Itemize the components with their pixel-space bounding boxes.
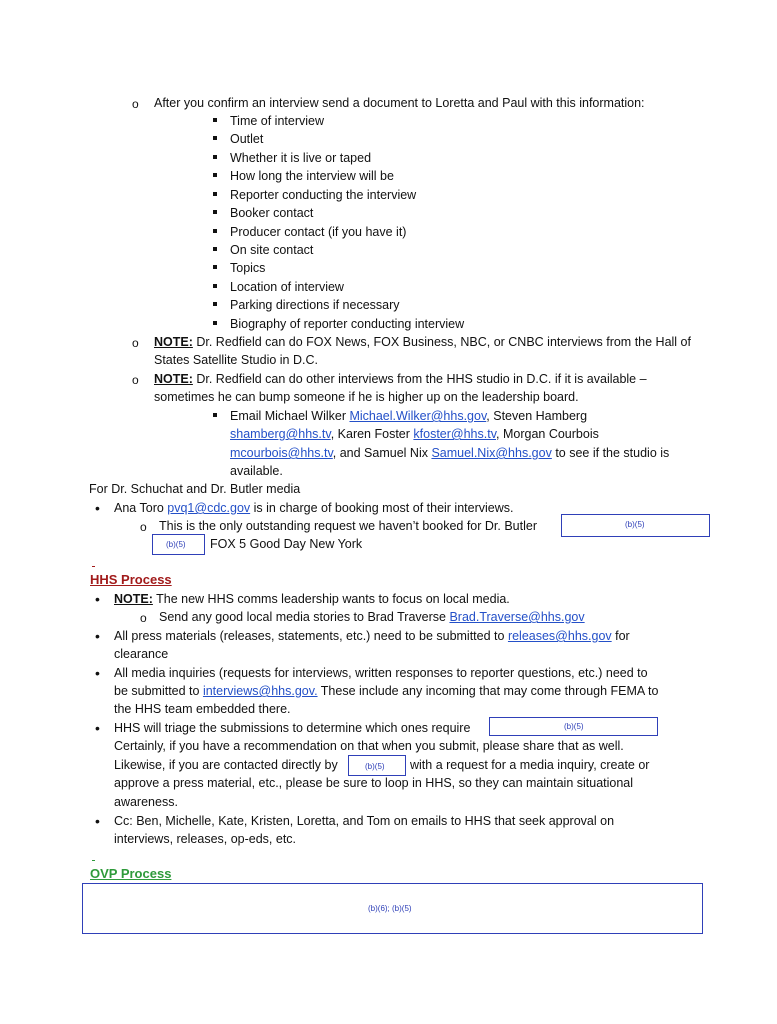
redaction-box: (b)(5) xyxy=(348,755,406,776)
email-studio-line2: shamberg@hhs.tv, Karen Foster kfoster@hhs.tv, Morgan Courbois xyxy=(230,427,599,441)
redaction-box: (b)(5) xyxy=(561,514,710,537)
after-confirm-text: After you confirm an interview send a document to Loretta and Paul with this information: xyxy=(154,96,645,110)
triage-line3b: with a request for a media inquiry, create or xyxy=(410,758,650,772)
triage-line3a: Likewise, if you are contacted directly by xyxy=(114,758,338,772)
square-bullet xyxy=(213,247,217,251)
dot-bullet: • xyxy=(95,500,100,516)
outstanding-request-text: This is the only outstanding request we haven’t booked for Dr. Butler xyxy=(159,519,537,533)
media-inquiries-line1: All media inquiries (requests for interviews, written responses to reporter questions, etc.) need to xyxy=(114,666,648,680)
redaction-box: (b)(5) xyxy=(489,717,658,736)
email-studio-line1: Email Michael Wilker Michael.Wilker@hhs.gov, Steven Hamberg xyxy=(230,409,588,423)
list-item: Biography of reporter conducting interview xyxy=(230,317,465,331)
list-item: Location of interview xyxy=(230,280,344,294)
email-link-traverse[interactable]: Brad.Traverse@hhs.gov xyxy=(449,610,585,624)
square-bullet xyxy=(213,210,217,214)
note-redfield-fox: NOTE: Dr. Redfield can do FOX News, FOX Business, NBC, or CNBC interviews from the Hall of xyxy=(154,335,691,349)
triage-line1: HHS will triage the submissions to determine which ones require xyxy=(114,721,471,735)
list-item: Producer contact (if you have it) xyxy=(230,225,407,239)
hhs-process-heading: HHS Process xyxy=(90,572,172,587)
note-label: NOTE: xyxy=(114,592,153,606)
list-item: Time of interview xyxy=(230,114,325,128)
square-bullet xyxy=(213,284,217,288)
redaction-box: (b)(6); (b)(5) xyxy=(82,883,703,934)
square-bullet xyxy=(213,155,217,159)
list-item: Whether it is live or taped xyxy=(230,151,372,165)
media-inquiries-line3: the HHS team embedded there. xyxy=(114,702,291,716)
list-item: How long the interview will be xyxy=(230,169,394,183)
local-stories-line: Send any good local media stories to Brad Traverse Brad.Traverse@hhs.gov xyxy=(159,610,585,624)
note-redfield-hhs: NOTE: Dr. Redfield can do other interviews from the HHS studio in D.C. if it is available – xyxy=(154,372,647,386)
triage-line5: awareness. xyxy=(114,795,178,809)
triage-line4: approve a press material, etc., please be sure to loop in HHS, so they can maintain situational xyxy=(114,776,634,790)
square-bullet xyxy=(213,265,217,269)
dot-bullet: • xyxy=(95,591,100,607)
note-redfield-fox-cont: States Satellite Studio in D.C. xyxy=(154,353,318,367)
fox5-text: FOX 5 Good Day New York xyxy=(210,537,363,551)
heading-marker xyxy=(92,566,95,567)
circle-bullet: o xyxy=(132,97,139,111)
dot-bullet: • xyxy=(95,665,100,681)
list-item: On site contact xyxy=(230,243,314,257)
email-studio-line3: mcourbois@hhs.tv, and Samuel Nix Samuel.Nix@hhs.gov to see if the studio is xyxy=(230,446,670,460)
email-link-nix[interactable]: Samuel.Nix@hhs.gov xyxy=(431,446,552,460)
list-item: Outlet xyxy=(230,132,264,146)
cc-line2: interviews, releases, op-eds, etc. xyxy=(114,832,297,846)
square-bullet xyxy=(213,321,217,325)
square-bullet xyxy=(213,229,217,233)
square-bullet xyxy=(213,302,217,306)
note-redfield-hhs-cont: sometimes he can bump someone if he is higher up on the leadership board. xyxy=(154,390,579,404)
ovp-process-heading: OVP Process xyxy=(90,866,172,881)
list-item: Booker contact xyxy=(230,206,314,220)
heading-marker xyxy=(92,860,95,861)
press-materials-line: All press materials (releases, statements, etc.) need to be submitted to releases@hhs.gov for xyxy=(114,629,630,643)
list-item: Topics xyxy=(230,261,266,275)
dot-bullet: • xyxy=(95,813,100,829)
email-link-releases[interactable]: releases@hhs.gov xyxy=(507,629,612,643)
ana-toro-line: Ana Toro pvq1@cdc.gov is in charge of booking most of their interviews. xyxy=(114,501,514,515)
note-label: NOTE: xyxy=(154,372,193,386)
email-link-wilker[interactable]: Michael.Wilker@hhs.gov xyxy=(349,409,487,423)
email-studio-line4: available. xyxy=(230,464,283,478)
hhs-note-line: NOTE: The new HHS comms leadership wants to focus on local media. xyxy=(114,592,510,606)
triage-line2: Certainly, if you have a recommendation on that when you submit, please share that as well. xyxy=(114,739,624,753)
email-link-interviews[interactable]: interviews@hhs.gov. xyxy=(202,684,318,698)
list-item: Parking directions if necessary xyxy=(230,298,400,312)
email-link-courbois[interactable]: mcourbois@hhs.tv xyxy=(230,446,333,460)
cc-line1: Cc: Ben, Michelle, Kate, Kristen, Loretta, and Tom on emails to HHS that seek approval on xyxy=(114,814,615,828)
circle-bullet: o xyxy=(140,611,147,625)
square-bullet xyxy=(213,173,217,177)
email-link-foster[interactable]: kfoster@hhs.tv xyxy=(413,427,497,441)
list-item: Reporter conducting the interview xyxy=(230,188,417,202)
circle-bullet: o xyxy=(132,336,139,350)
circle-bullet: o xyxy=(132,373,139,387)
press-materials-cont: clearance xyxy=(114,647,169,661)
redaction-box: (b)(5) xyxy=(152,534,205,555)
schuchat-heading: For Dr. Schuchat and Dr. Butler media xyxy=(89,482,301,496)
media-inquiries-line2: be submitted to interviews@hhs.gov. These include any incoming that may come through FEMA to xyxy=(114,684,659,698)
square-bullet xyxy=(213,413,217,417)
square-bullet xyxy=(213,192,217,196)
circle-bullet: o xyxy=(140,520,147,534)
email-link-hamberg[interactable]: shamberg@hhs.tv xyxy=(230,427,331,441)
square-bullet xyxy=(213,118,217,122)
dot-bullet: • xyxy=(95,628,100,644)
note-label: NOTE: xyxy=(154,335,193,349)
square-bullet xyxy=(213,136,217,140)
dot-bullet: • xyxy=(95,720,100,736)
email-link-toro[interactable]: pvq1@cdc.gov xyxy=(167,501,251,515)
